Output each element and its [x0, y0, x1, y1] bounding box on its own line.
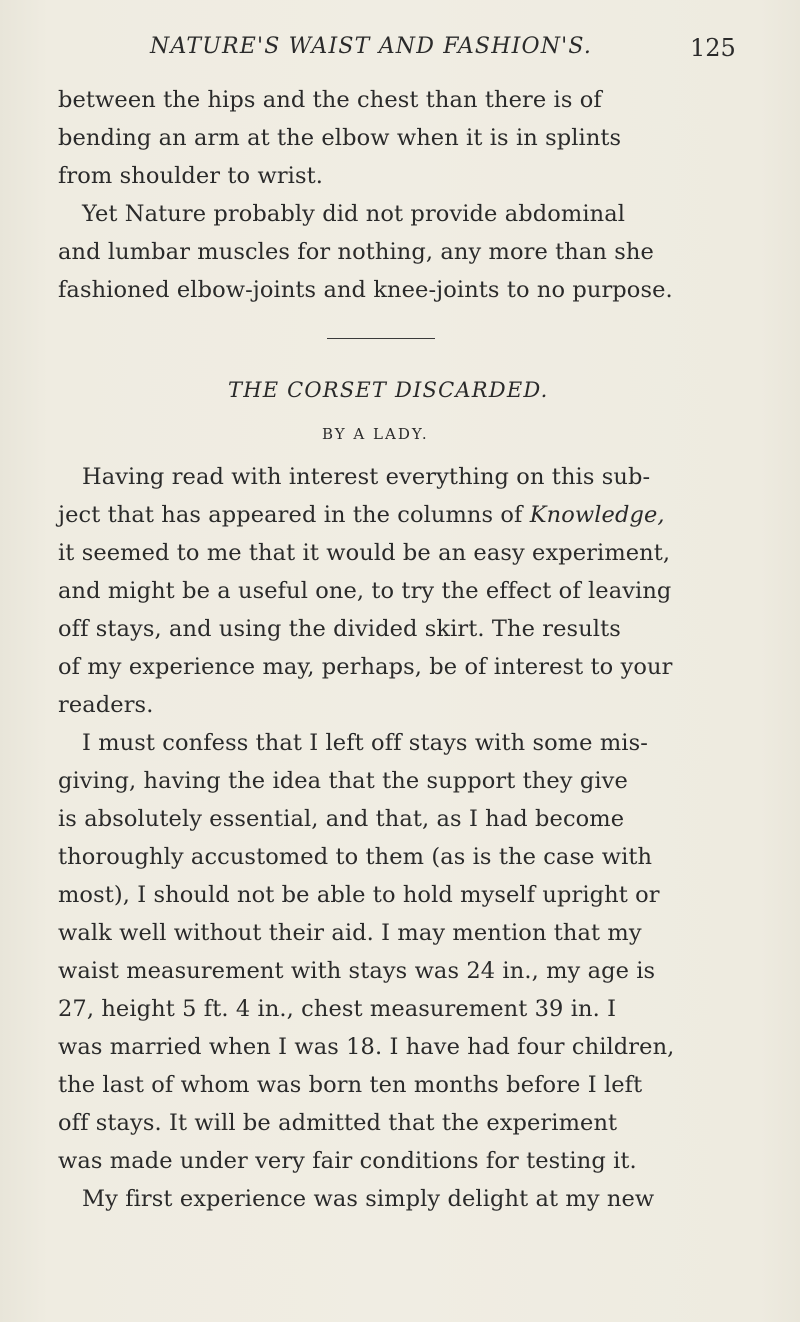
text-line: waist measurement with stays was 24 in., my age is [58, 958, 656, 984]
text-line: is absolutely essential, and that, as I had become [58, 806, 625, 832]
text-line: readers. [58, 692, 154, 718]
text-line: between the hips and the chest than there is of [58, 87, 602, 113]
text-line: was made under very fair conditions for testing it. [58, 1148, 637, 1174]
text-line [58, 500, 665, 530]
text-line: most), I should not be able to hold myself upright or [58, 882, 660, 908]
text-line: Yet Nature probably did not provide abdominal [82, 201, 626, 227]
section-divider [327, 338, 435, 339]
text-line: thoroughly accustomed to them (as is the case with [58, 844, 653, 870]
text-line: 27, height 5 ft. 4 in., chest measurement 39 in. I [58, 996, 617, 1022]
text-line: off stays. It will be admitted that the experiment [58, 1110, 618, 1136]
text-segment: ject that has appeared in the columns of [58, 502, 523, 528]
running-head: NATURE'S WAIST AND FASHION'S. [150, 34, 593, 59]
text-line: I must confess that I left off stays with some mis- [82, 730, 648, 756]
text-line: My first experience was simply delight at my new [82, 1186, 655, 1212]
article-title: THE CORSET DISCARDED. [228, 378, 549, 402]
text-line: Having read with interest everything on this sub- [82, 464, 651, 490]
text-line: from shoulder to wrist. [58, 163, 324, 189]
text-line: the last of whom was born ten months before I left [58, 1072, 643, 1098]
text-line: walk well without their aid. I may mention that my [58, 920, 642, 946]
article-byline: BY A LADY. [322, 425, 429, 443]
text-line: and might be a useful one, to try the effect of leaving [58, 578, 672, 604]
text-line: fashioned elbow-joints and knee-joints to no purpose. [58, 277, 673, 303]
text-line: of my experience may, perhaps, be of interest to your [58, 654, 673, 680]
text-line: off stays, and using the divided skirt. The results [58, 616, 621, 642]
text-line: and lumbar muscles for nothing, any more than she [58, 239, 654, 265]
text-line: bending an arm at the elbow when it is in splints [58, 125, 622, 151]
text-line: giving, having the idea that the support they give [58, 768, 628, 794]
text-line: it seemed to me that it would be an easy experiment, [58, 540, 671, 566]
journal-title: Knowledge, [529, 502, 665, 528]
text-line: was married when I was 18. I have had four children, [58, 1034, 675, 1060]
page-number: 125 [690, 34, 736, 62]
